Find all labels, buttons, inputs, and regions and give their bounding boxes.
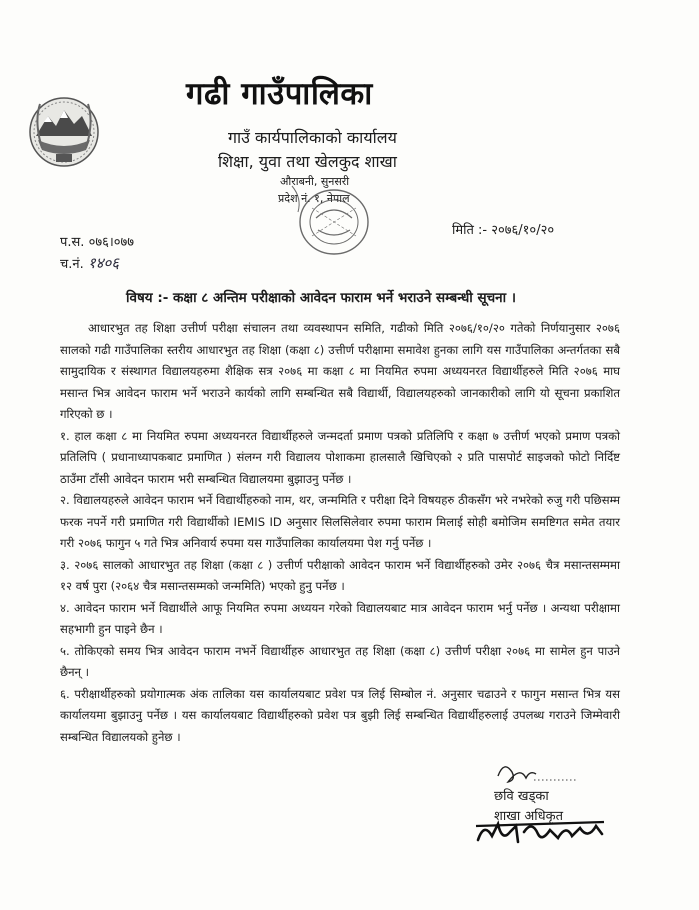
reference-number: प.स. ०७६।०७७	[60, 235, 135, 250]
point-5: ५. तोकिएको समय भित्र आवेदन फाराम नभर्ने विद्यार्थीहरु आधारभुत तह शिक्षा (कक्षा ८) उत्तीर्ण परीक्षा २०७६ मा सामेल हुन पाउने छैनन् ।	[60, 643, 620, 679]
intro-paragraph: आधारभुत तह शिक्षा उत्तीर्ण परीक्षा संचालन तथा व्यवस्थापन समिति, गढीको मिति २०७६/१०/२० गतेको निर्णयानुसार २०७६ सालको गढी गाउँपालिका स्तरीय आधारभुत तह शिक्षा (कक्षा ८) उत्तीर्ण परीक्षामा समावेश हुनका लागि यस गाउँपालिका अन्तर्गतका सबै सामुदायिक र संस्थागत विद्यालयहरुमा शैक्षिक सत्र २०७६ मा कक्षा ८ मा नियमित रुपमा अध्ययनरत विद्यार्थीहरुले मिति २०७६ माघ मसान्त भित्र आवेदन फाराम भर्ने भराउने कार्यको लागि सम्बन्धित सबै विद्यार्थी, विद्यालयहरुको जानकारीको लागि यो सूचना प्रकाशित गरिएको छ ।	[60, 321, 620, 421]
signature-scribble	[490, 756, 580, 790]
province-name: प्रदेश नं. १, नेपाल	[278, 192, 350, 205]
point-2: २. विद्यालयहरुले आवेदन फाराम भर्ने विद्यार्थीहरुको नाम, थर, जन्ममिति र परीक्षा दिने विषयहरु ठीकसँग भरे नभरेको रुजु गरी पछिसम्म फरक नपर्ने गरी प्रमाणित गरी विद्यार्थीको IEMIS ID अनुसार सिलसिलेवार रुपमा फाराम मिलाई सोही बमोजिम समष्टिगत समेत तयार गरी २०७६ फागुन ५ गते भित्र अनिवार्य रुपमा यस गाउँपालिका कार्यालयमा पेश गर्नु पर्नेछ ।	[60, 493, 620, 550]
point-4: ४. आवेदन फाराम भर्ने विद्यार्थीले आफू नियमित रुपमा अध्ययन गरेको विद्यालयबाट मात्र आवेदन फाराम भर्नु पर्नेछ । अन्यथा परीक्षामा सहभागी हुन पाइने छैन ।	[60, 600, 620, 636]
signatory-role: शाखा अधिकृत	[494, 809, 564, 824]
dispatch-label: च.नं.	[60, 257, 84, 272]
signatory-name: छवि खड्का	[494, 789, 549, 804]
notice-subject: विषय :- कक्षा ८ अन्तिम परीक्षाको आवेदन फाराम भर्ने भराउने सम्बन्धी सूचना ।	[126, 290, 516, 306]
dispatch-value: १४०६	[87, 254, 120, 272]
point-3: ३. २०७६ सालको आधारभुत तह शिक्षा (कक्षा ८ ) उत्तीर्ण परीक्षाको आवेदन फाराम भर्ने विद्यार्थीहरुको उमेर २०७६ चैत्र मसान्तसम्ममा १२ वर्ष पुरा (२०६४ चैत्र मसान्तसम्मको जन्ममिति) भएको हुनु पर्नेछ ।	[60, 557, 620, 593]
office-name: गाउँ कार्यपालिकाको कार्यालय	[228, 128, 397, 147]
point-6: ६. परीक्षार्थीहरुको प्रयोगात्मक अंक तालिका यस कार्यालयबाट प्रवेश पत्र लिई सिम्बोल नं. अनुसार चढाउने र फागुन मसान्त भित्र यस कार्यालयमा बुझाउनु पर्नेछ । यस कार्यालयबाट विद्यार्थीहरुको प्रवेश पत्र बुझी लिई सम्बन्धित विद्यार्थीहरुलाई उपलब्ध गराउने जिम्मेवारी सम्बन्धित विद्यालयको हुनेछ ।	[60, 686, 620, 744]
district-name: औराबनी, सुनसरी	[280, 175, 350, 188]
nepal-emblem-icon	[26, 92, 102, 172]
office-seal-icon	[272, 178, 390, 264]
notice-body	[60, 318, 620, 748]
handwritten-signature	[472, 812, 612, 852]
dispatch-number	[60, 253, 119, 273]
point-1: १. हाल कक्षा ८ मा नियमित रुपमा अध्ययनरत विद्यार्थीहरुले जन्मदर्ता प्रमाण पत्रको प्रतिलिपि र कक्षा ७ उत्तीर्ण भएको प्रमाण पत्रको प्रतिलिपि ( प्रधानाध्यापकबाट प्रमाणित ) संलग्न गरी विद्यालय पोशाकमा हालसालै खिचिएको २ प्रति पासपोर्ट साइजको फोटो निर्दिष्ट ठाउँमा टाँसी आवेदन फाराम भरी सम्बन्धित विद्यालयमा बुझाउनु पर्नेछ ।	[60, 428, 620, 486]
page-title: गढी गाउँपालिका	[186, 76, 373, 112]
section-name: शिक्षा, युवा तथा खेलकुद शाखा	[218, 152, 397, 171]
notice-date: मिति :- २०७६/१०/२०	[452, 223, 555, 238]
